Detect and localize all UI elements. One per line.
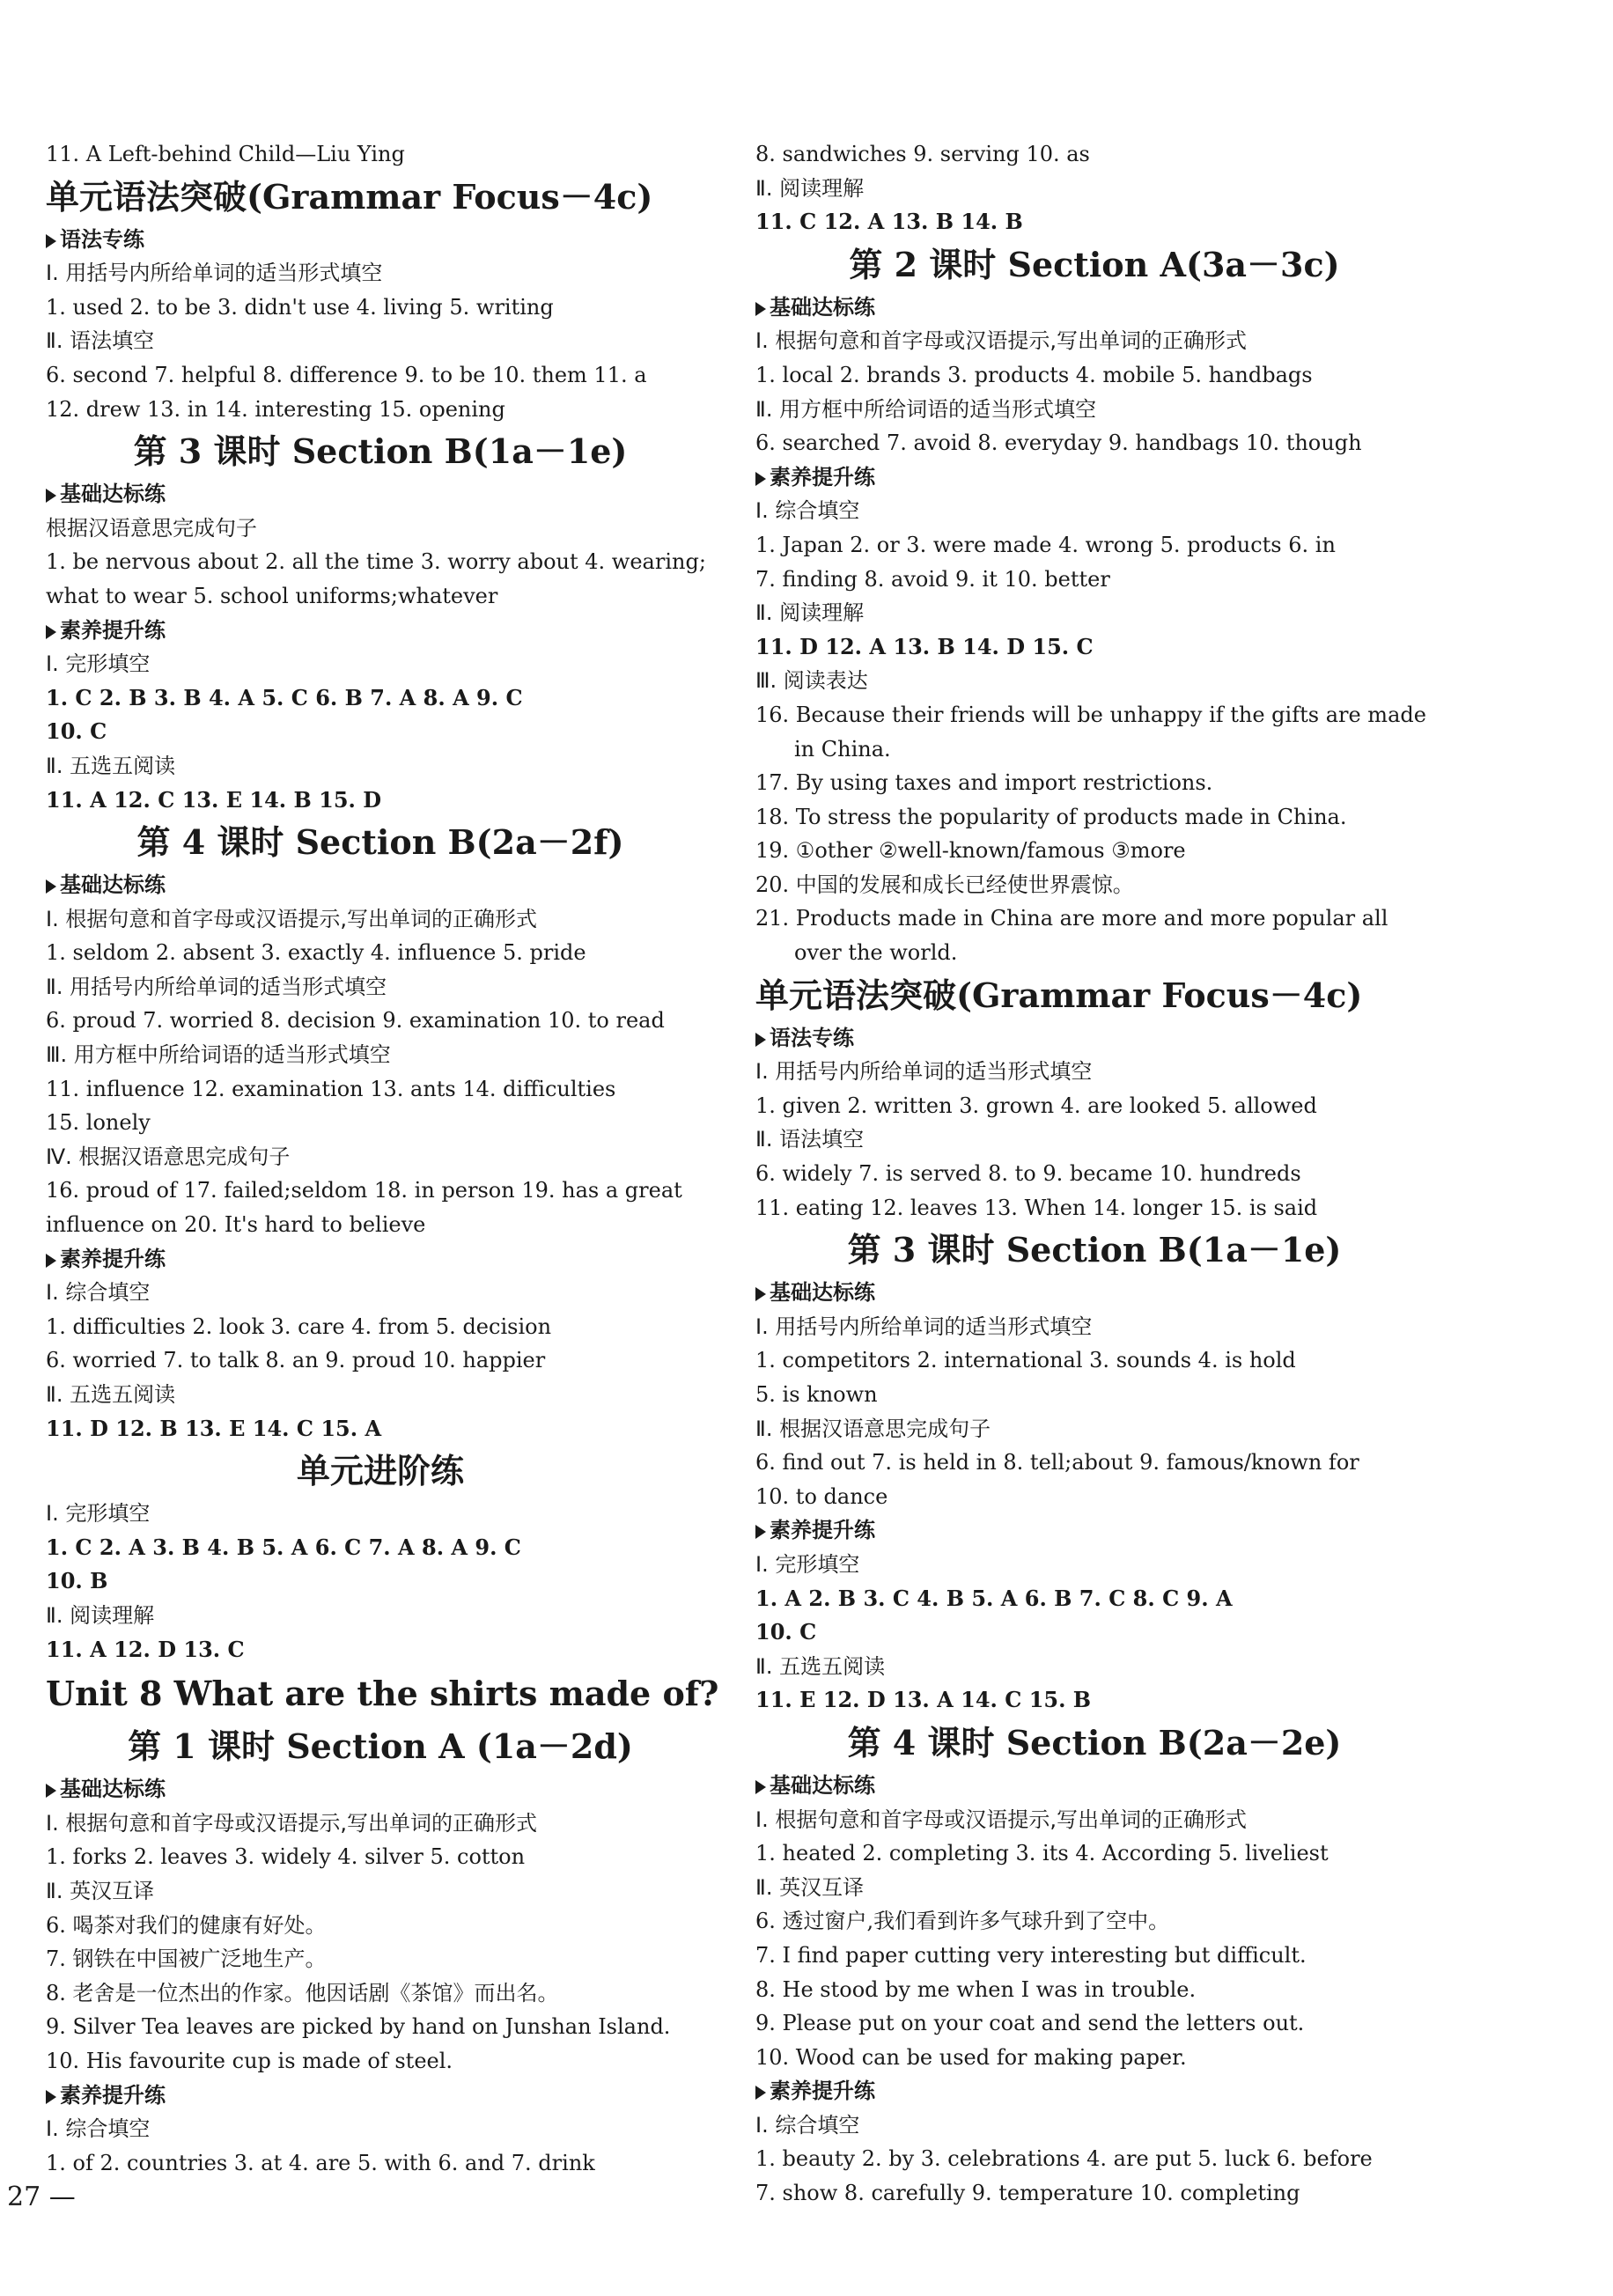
question-type: Ⅱ. 语法填空 — [46, 328, 155, 354]
answer-line: 16. Because their friends will be unhappy if the gifts are made in China. — [755, 702, 1426, 762]
answer-line: 8. 老舍是一位杰出的作家。他因话剧《茶馆》而出名。 — [46, 1980, 559, 2005]
answer-line: 10. C — [755, 1619, 817, 1645]
answer-line: 6. worried 7. to talk 8. an 9. proud 10. happier — [46, 1348, 546, 1373]
question-type: Ⅰ. 根据句意和首字母或汉语提示,写出单词的正确形式 — [755, 328, 1247, 354]
answer-line: 8. He stood by me when I was in trouble. — [755, 1976, 1197, 2002]
answer-line: 1. used 2. to be 3. didn't use 4. living 5. writing — [46, 294, 554, 320]
lesson-heading: 第 2 课时 Section A(3a－3c) — [849, 244, 1340, 284]
question-type: Ⅱ. 用括号内所给单词的适当形式填空 — [46, 974, 387, 999]
answer-line: 15. lonely — [46, 1110, 151, 1136]
answer-line: 1. forks 2. leaves 3. widely 4. silver 5. cotton — [46, 1844, 526, 1870]
practice-heading: 素养提升练 — [755, 460, 1433, 495]
answer-line: 1. A 2. B 3. C 4. B 5. A 6. B 7. C 8. C 9. A — [755, 1585, 1233, 1611]
question-type: Ⅱ. 五选五阅读 — [755, 1653, 886, 1679]
practice-heading: 语法专练 — [755, 1021, 1433, 1056]
question-type: Ⅱ. 阅读理解 — [46, 1602, 155, 1628]
practice-heading: 基础达标练 — [46, 1772, 715, 1807]
question-type: Ⅰ. 用括号内所给单词的适当形式填空 — [755, 1059, 1093, 1085]
answer-line: 1. C 2. A 3. B 4. B 5. A 6. C 7. A 8. A 9. C — [46, 1534, 521, 1560]
answer-line: 9. Silver Tea leaves are picked by hand on Junshan Island. — [46, 2014, 671, 2040]
triangle-icon — [46, 625, 56, 639]
question-type: Ⅱ. 五选五阅读 — [46, 1382, 176, 1407]
question-type: Ⅲ. 阅读表达 — [755, 668, 868, 694]
answer-line: 1. difficulties 2. look 3. care 4. from 5. decision — [46, 1314, 552, 1339]
triangle-icon — [755, 1525, 766, 1539]
answer-line: 1. given 2. written 3. grown 4. are looked 5. allowed — [755, 1093, 1317, 1118]
triangle-icon — [755, 1780, 766, 1794]
question-type: Ⅰ. 根据句意和首字母或汉语提示,写出单词的正确形式 — [46, 906, 537, 931]
practice-heading: 基础达标练 — [755, 291, 1433, 325]
answer-line: 11. influence 12. examination 13. ants 14. difficulties — [46, 1076, 616, 1101]
answer-line: 12. drew 13. in 14. interesting 15. opening — [46, 396, 505, 422]
question-type: Ⅰ. 完形填空 — [46, 651, 151, 677]
triangle-icon — [755, 1287, 766, 1301]
practice-heading: 素养提升练 — [755, 2074, 1433, 2108]
question-type: Ⅰ. 根据句意和首字母或汉语提示,写出单词的正确形式 — [46, 1810, 537, 1836]
answer-line: 10. His favourite cup is made of steel. — [46, 2048, 453, 2073]
answer-line: 1. be nervous about 2. all the time 3. worry about 4. wearing; what to wear 5. school uniforms;whatever — [46, 549, 706, 608]
answer-line: 11. A 12. D 13. C — [46, 1636, 245, 1662]
answer-line: 10. B — [46, 1568, 108, 1594]
triangle-icon — [46, 879, 56, 894]
practice-heading: 基础达标练 — [755, 1769, 1433, 1803]
practice-heading: 素养提升练 — [46, 1242, 715, 1277]
answer-line: 10. to dance — [755, 1483, 888, 1509]
practice-heading: 基础达标练 — [755, 1276, 1433, 1310]
page-number: 27 — — [7, 2182, 76, 2212]
question-type: 根据汉语意思完成句子 — [46, 515, 257, 541]
unit-practice-heading: 单元进阶练 — [296, 1451, 464, 1491]
right-column — [755, 137, 1433, 2211]
triangle-icon — [755, 472, 766, 486]
section-heading: 单元语法突破(Grammar Focus－4c) — [46, 176, 653, 217]
lesson-heading: 第 3 课时 Section B(1a－1e) — [133, 431, 628, 472]
question-type: Ⅲ. 用方框中所给词语的适当形式填空 — [46, 1042, 391, 1068]
practice-heading: 语法专练 — [46, 223, 715, 257]
answer-line: 7. I find paper cutting very interesting but difficult. — [755, 1942, 1307, 1968]
answer-line: 1. C 2. B 3. B 4. A 5. C 6. B 7. A 8. A 9. C — [46, 684, 523, 710]
triangle-icon — [46, 1254, 56, 1268]
question-type: Ⅰ. 综合填空 — [46, 1280, 151, 1306]
answer-line: 11. D 12. A 13. B 14. D 15. C — [755, 633, 1094, 659]
question-type: Ⅰ. 完形填空 — [46, 1501, 151, 1527]
question-type: Ⅱ. 五选五阅读 — [46, 753, 176, 778]
question-type: Ⅰ. 根据句意和首字母或汉语提示,写出单词的正确形式 — [755, 1807, 1247, 1832]
triangle-icon — [755, 1033, 766, 1047]
answer-line: 11. E 12. D 13. A 14. C 15. B — [755, 1687, 1092, 1713]
question-type: Ⅱ. 用方框中所给词语的适当形式填空 — [755, 396, 1097, 422]
answer-line: 11. eating 12. leaves 13. When 14. longer 15. is said — [755, 1195, 1318, 1220]
answer-line: 8. sandwiches 9. serving 10. as — [755, 142, 1090, 166]
lesson-heading: 第 4 课时 Section B(2a－2e) — [847, 1722, 1342, 1762]
answer-line: 11. A 12. C 13. E 14. B 15. D — [46, 786, 382, 813]
answer-line: 1. local 2. brands 3. products 4. mobile 5. handbags — [755, 362, 1313, 387]
question-type: Ⅱ. 英汉互译 — [755, 1874, 865, 1900]
question-type: Ⅰ. 综合填空 — [46, 2116, 151, 2142]
answer-line: 6. 喝茶对我们的健康有好处。 — [46, 1912, 327, 1938]
triangle-icon — [46, 2090, 56, 2104]
answer-line: 10. Wood can be used for making paper. — [755, 2044, 1187, 2070]
triangle-icon — [755, 302, 766, 316]
answer-line: 11. D 12. B 13. E 14. C 15. A — [46, 1415, 382, 1441]
question-type: Ⅱ. 根据汉语意思完成句子 — [755, 1416, 991, 1441]
question-type: Ⅳ. 根据汉语意思完成句子 — [46, 1144, 291, 1169]
question-type: Ⅱ. 阅读理解 — [755, 600, 865, 626]
answer-line: 19. ①other ②well-known/famous ③more — [755, 838, 1186, 864]
question-type: Ⅰ. 用括号内所给单词的适当形式填空 — [46, 261, 383, 286]
question-type: Ⅰ. 综合填空 — [755, 498, 860, 524]
lesson-heading: 第 4 课时 Section B(2a－2f) — [136, 822, 624, 863]
answer-line: 6. proud 7. worried 8. decision 9. examination 10. to read — [46, 1008, 665, 1034]
answer-line: 6. second 7. helpful 8. difference 9. to be 10. them 11. a — [46, 362, 647, 387]
triangle-icon — [755, 2086, 766, 2100]
practice-heading: 基础达标练 — [46, 477, 715, 511]
triangle-icon — [46, 234, 56, 248]
answer-line: 1. competitors 2. international 3. sounds 4. is hold — [755, 1348, 1296, 1373]
answer-line: 7. 钢铁在中国被广泛地生产。 — [46, 1946, 327, 1972]
left-column — [46, 137, 719, 2180]
answer-line: 18. To stress the popularity of products made in China. — [755, 804, 1347, 829]
answer-line: 1. Japan 2. or 3. were made 4. wrong 5. products 6. in — [755, 532, 1336, 557]
answer-line: 6. 透过窗户,我们看到许多气球升到了空中。 — [755, 1909, 1170, 1934]
question-type: Ⅱ. 阅读理解 — [755, 175, 865, 201]
answer-line: 6. find out 7. is held in 8. tell;about 9. famous/known for — [755, 1450, 1359, 1475]
practice-heading: 素养提升练 — [46, 614, 715, 648]
lesson-heading: 第 1 课时 Section A (1a－2d) — [128, 1726, 633, 1767]
question-type: Ⅱ. 英汉互译 — [46, 1878, 155, 1903]
question-type: Ⅱ. 语法填空 — [755, 1127, 865, 1152]
answer-line: 17. By using taxes and import restrictions. — [755, 770, 1213, 796]
answer-line: 6. widely 7. is served 8. to 9. became 10. hundreds — [755, 1161, 1301, 1187]
unit-title: Unit 8 What are the shirts made of? — [46, 1674, 719, 1714]
section-heading: 单元语法突破(Grammar Focus－4c) — [755, 975, 1363, 1015]
answer-line: 1. seldom 2. absent 3. exactly 4. influence 5. pride — [46, 940, 586, 966]
answer-line: 1. heated 2. completing 3. its 4. According 5. liveliest — [755, 1841, 1329, 1866]
lesson-heading: 第 3 课时 Section B(1a－1e) — [847, 1230, 1342, 1270]
question-type: Ⅰ. 用括号内所给单词的适当形式填空 — [755, 1314, 1093, 1339]
question-type: Ⅰ. 完形填空 — [755, 1551, 860, 1577]
answer-line: 1. beauty 2. by 3. celebrations 4. are put 5. luck 6. before — [755, 2146, 1373, 2172]
answer-line: 9. Please put on your coat and send the letters out. — [755, 2011, 1305, 2036]
answer-line: 7. finding 8. avoid 9. it 10. better — [755, 566, 1110, 592]
practice-heading: 素养提升练 — [755, 1513, 1433, 1548]
answer-line: 7. show 8. carefully 9. temperature 10. completing — [755, 2181, 1300, 2206]
practice-heading: 素养提升练 — [46, 2079, 715, 2113]
answer-line: 1. of 2. countries 3. at 4. are 5. with 6. and 7. drink — [46, 2150, 595, 2175]
answer-line: 6. searched 7. avoid 8. everyday 9. handbags 10. though — [755, 430, 1362, 456]
answer-line: 21. Products made in China are more and more popular all over the world. — [755, 906, 1388, 966]
answer-line: 20. 中国的发展和成长已经使世界震惊。 — [755, 872, 1134, 897]
triangle-icon — [46, 489, 56, 503]
triangle-icon — [46, 1784, 56, 1798]
answer-line: 11. C 12. A 13. B 14. B — [755, 209, 1023, 235]
practice-heading: 基础达标练 — [46, 868, 715, 902]
answer-line: 10. C — [46, 718, 107, 745]
answer-line: 11. A Left-behind Child—Liu Ying — [46, 142, 405, 166]
answer-line: 5. is known — [755, 1382, 878, 1407]
question-type: Ⅰ. 综合填空 — [755, 2112, 860, 2138]
answer-line: 16. proud of 17. failed;seldom 18. in person 19. has a great influence on 20. It's hard to believe — [46, 1178, 682, 1238]
